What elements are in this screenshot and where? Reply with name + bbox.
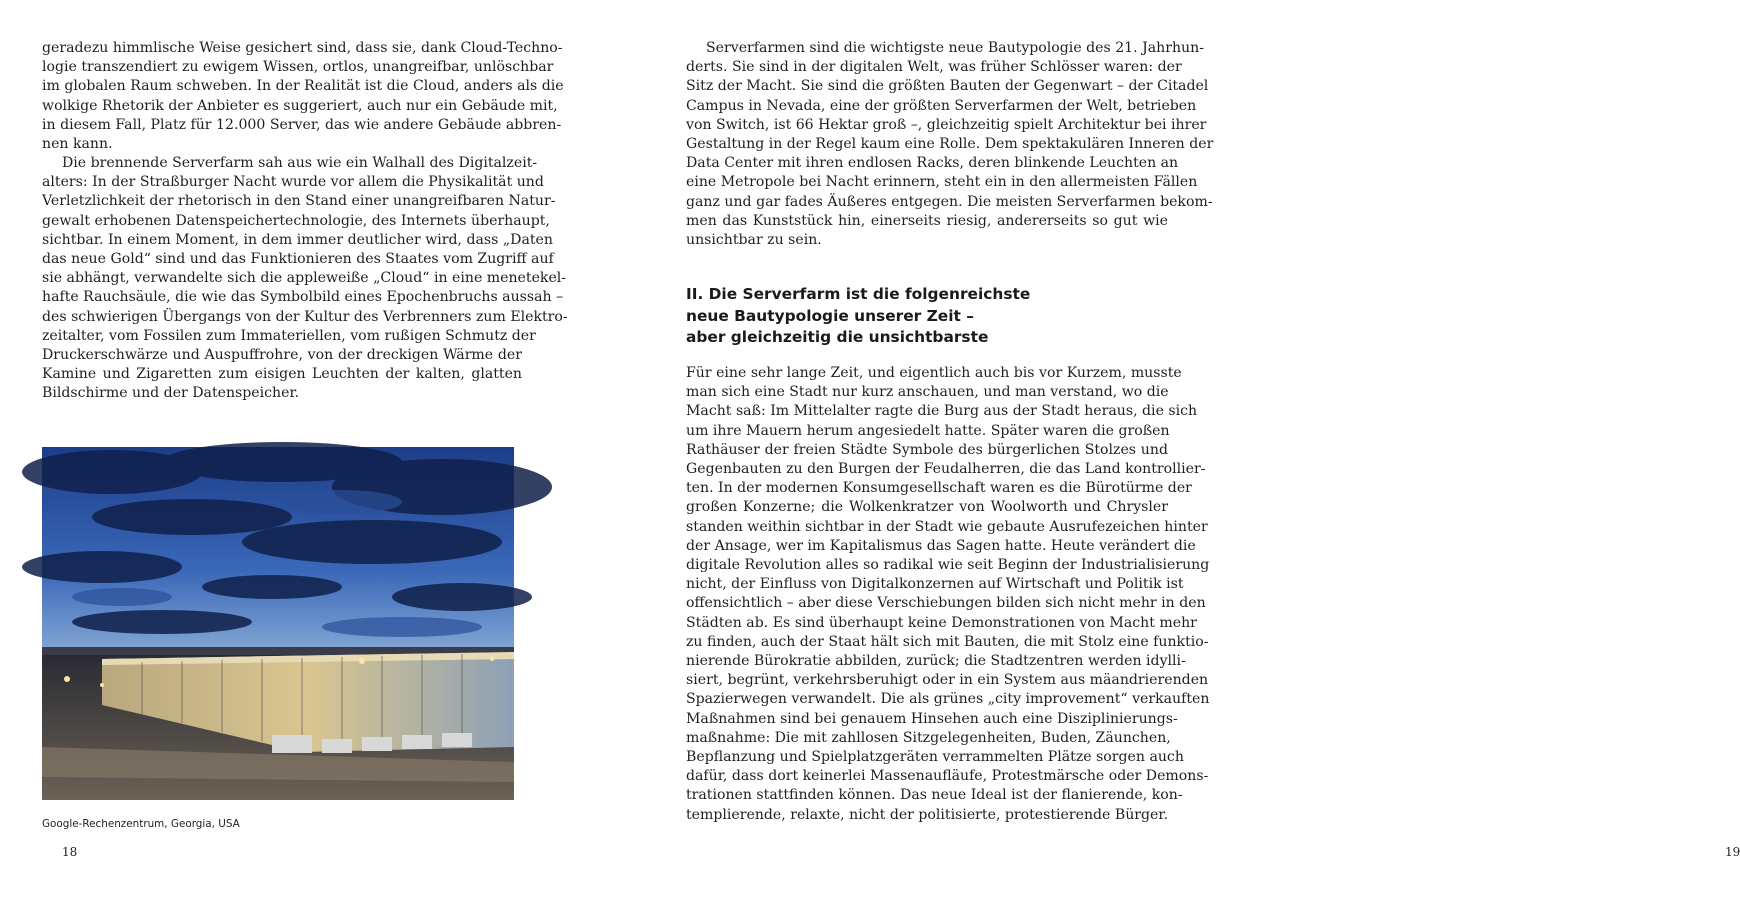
text-line: unsichtbar zu sein. <box>686 232 822 249</box>
text-line: maßnahme: Die mit zahllosen Sitzgelegenheiten, Buden, Zäunchen, <box>686 729 1171 746</box>
right-page <box>600 0 1740 900</box>
text-line: templierende, relaxte, nicht der politisierte, protestierende Bürger. <box>686 806 1169 823</box>
text-line: Gestaltung in der Regel kaum eine Rolle. Dem spektakulären Inneren der <box>686 136 1214 153</box>
text-line: im globalen Raum schweben. In der Realität ist die Cloud, anders als die <box>42 78 564 95</box>
text-line: Kamine und Zigaretten zum eisigen Leuchten der kalten, glatten <box>42 366 522 383</box>
text-line: wolkige Rhetorik der Anbieter es suggeriert, auch nur ein Gebäude mit, <box>42 97 558 114</box>
text-line: des schwierigen Übergangs von der Kultur des Verbrenners zum Elektro- <box>42 308 568 325</box>
text-line: digitale Revolution alles so radikal wie seit Beginn der Industrialisierung <box>686 557 1210 574</box>
page-number-left: 18 <box>62 845 78 859</box>
text-line: ganz und gar fades Äußeres entgegen. Die meisten Serverfarmen bekom- <box>686 193 1213 210</box>
text-line: Maßnahmen sind bei genauem Hinsehen auch eine Disziplinierungs- <box>686 710 1178 727</box>
text-line: nen kann. <box>42 136 113 153</box>
text-line: trationen stattfinden können. Das neue Ideal ist der flanierende, kon- <box>686 787 1183 804</box>
text-line: sie abhängt, verwandelte sich die appleweiße „Cloud“ in eine menetekel- <box>42 270 567 287</box>
text-line: um ihre Mauern herum angesiedelt hatte. Später waren die großen <box>686 422 1170 439</box>
text-line: Städten ab. Es sind überhaupt keine Demonstrationen von Macht mehr <box>686 614 1197 631</box>
text-line: Serverfarmen sind die wichtigste neue Bautypologie des 21. Jahrhun- <box>706 40 1204 56</box>
text-line: Bildschirme und der Datenspeicher. <box>42 385 300 402</box>
text-line: hafte Rauchsäule, die wie das Symbolbild eines Epochenbruchs aussah – <box>42 289 564 306</box>
text-line: der Ansage, wer im Kapitalismus das Sagen hatte. Heute verändert die <box>686 537 1196 554</box>
text-line: alters: In der Straßburger Nacht wurde vor allem die Physikalität und <box>42 174 544 191</box>
text-line: derts. Sie sind in der digitalen Welt, was früher Schlösser waren: der <box>686 59 1182 76</box>
text-line: zu finden, auch der Staat hält sich mit Bauten, die mit Stolz eine funktio- <box>686 633 1209 650</box>
right-paragraph-1 <box>686 39 1214 250</box>
left-page <box>0 0 600 900</box>
text-line: Macht saß: Im Mittelalter ragte die Burg aus der Stadt heraus, die sich <box>686 403 1198 420</box>
text-line: geradezu himmlische Weise gesichert sind, dass sie, dank Cloud-Techno- <box>42 40 563 56</box>
text-line: dafür, dass dort keinerlei Massenaufläufe, Protestmärsche oder Demons- <box>686 768 1209 785</box>
text-line: men das Kunststück hin, einerseits riesig, andererseits so gut wie <box>686 212 1168 229</box>
text-line: offensichtlich – aber diese Verschiebungen bilden sich nicht mehr in den <box>686 595 1206 612</box>
text-line: neue Bautypologie unserer Zeit – <box>686 306 974 325</box>
text-line: Data Center mit ihren endlosen Racks, deren blinkende Leuchten an <box>686 155 1179 172</box>
text-line: man sich eine Stadt nur kurz anschauen, und man verstand, wo die <box>686 384 1169 401</box>
text-line: II. Die Serverfarm ist die folgenreichste <box>686 285 1031 303</box>
text-line: nierende Bürokratie abbilden, zurück; die Stadtzentren werden idylli- <box>686 653 1186 670</box>
text-line: Verletzlichkeit der rhetorisch in den Stand einer unangreifbaren Natur- <box>42 193 556 210</box>
text-line: eine Metropole bei Nacht erinnern, steht ein in den allermeisten Fällen <box>686 174 1198 191</box>
right-paragraph-2 <box>686 364 1210 825</box>
data-center-photo <box>42 447 514 800</box>
text-line: sichtbar. In einem Moment, in dem immer deutlicher wird, dass „Daten <box>42 231 553 248</box>
text-line: zeitalter, vom Fossilen zum Immateriellen, vom rußigen Schmutz der <box>42 327 536 344</box>
text-line: das neue Gold“ sind und das Funktionieren des Staates vom Zugriff auf <box>42 251 554 268</box>
section-heading <box>686 284 1146 349</box>
text-line: Gegenbauten zu den Burgen der Feudalherren, die das Land kontrollier- <box>686 461 1206 478</box>
text-line: Campus in Nevada, eine der größten Serverfarmen der Welt, betrieben <box>686 97 1197 114</box>
left-paragraph-1 <box>42 39 564 154</box>
text-line: Bepflanzung und Spielplatzgeräten verrammelten Plätze sorgen auch <box>686 749 1184 766</box>
text-line: Sitz der Macht. Sie sind die größten Bauten der Gegenwart – der Citadel <box>686 78 1209 95</box>
text-line: ten. In der modernen Konsumgesellschaft waren es die Bürotürme der <box>686 480 1192 497</box>
text-line: nicht, der Einfluss von Digitalkonzernen auf Wirtschaft und Politik ist <box>686 576 1184 593</box>
text-line: Rathäuser der freien Städte Symbole des bürgerlichen Stolzes und <box>686 441 1168 458</box>
page-number-right: 19 <box>1725 845 1740 859</box>
text-line: Spazierwegen verwandelt. Die als grünes „city improvement“ verkauften <box>686 691 1210 708</box>
text-line: Druckerschwärze und Auspuffrohre, von der dreckigen Wärme der <box>42 347 522 364</box>
text-line: logie transzendiert zu ewigem Wissen, ortlos, unangreifbar, unlöschbar <box>42 59 554 76</box>
photo-caption: Google-Rechenzentrum, Georgia, USA <box>42 818 240 830</box>
text-line: gewalt erhobenen Datenspeichertechnologie, des Internets überhaupt, <box>42 212 550 229</box>
text-line: standen weithin sichtbar in der Stadt wie gebaute Ausrufezeichen hinter <box>686 518 1208 535</box>
text-line: von Switch, ist 66 Hektar groß –, gleichzeitig spielt Architektur bei ihrer <box>686 116 1207 133</box>
text-line: aber gleichzeitig die unsichtbarste <box>686 328 989 347</box>
text-line: siert, begrünt, verkehrsberuhigt oder in ein System aus mäandrierenden <box>686 672 1209 689</box>
text-line: Für eine sehr lange Zeit, und eigentlich auch bis vor Kurzem, musste <box>686 365 1182 381</box>
left-paragraph-2 <box>42 154 568 404</box>
text-line: in diesem Fall, Platz für 12.000 Server, das wie andere Gebäude abbren- <box>42 116 562 133</box>
text-line: großen Konzerne; die Wolkenkratzer von Woolworth und Chrysler <box>686 499 1168 516</box>
text-line: Die brennende Serverfarm sah aus wie ein Walhall des Digitalzeit- <box>62 155 538 171</box>
